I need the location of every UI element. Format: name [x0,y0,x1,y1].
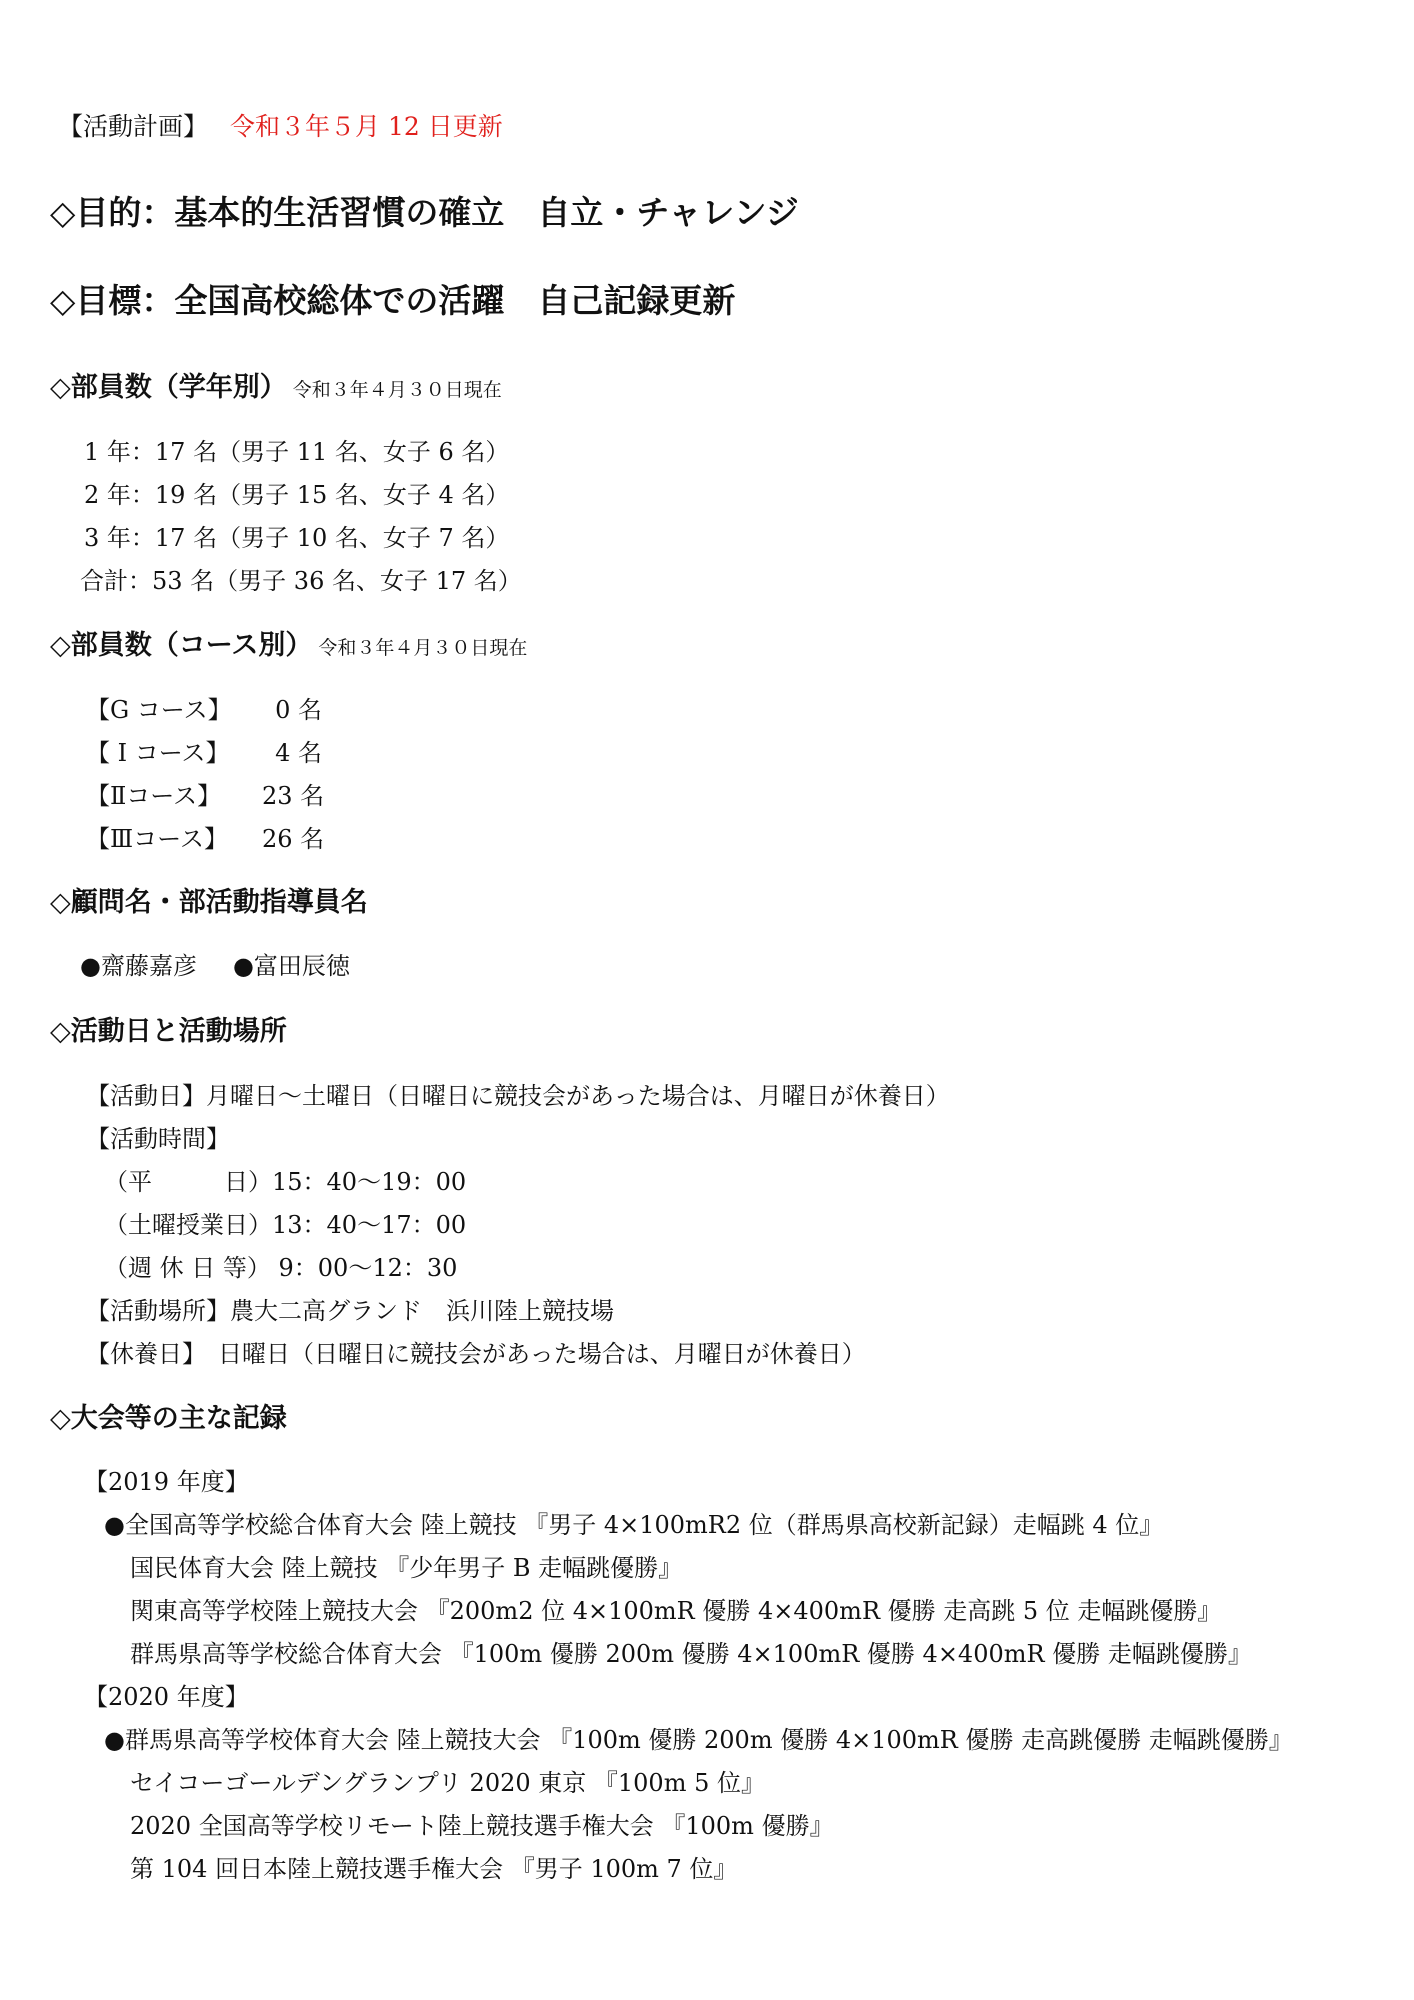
record-item: 関東高等学校陸上競技大会 『200m2 位 4×100mR 優勝 4×400mR 優勝 走高跳 5 位 走幅跳優勝』 [130,1597,1222,1625]
members-by-course-asof: 令和３年４月３０日現在 [318,637,528,659]
record-item: セイコーゴールデングランプリ 2020 東京 『100m 5 位』 [130,1769,765,1797]
course-name: 【G コース】 [86,696,232,724]
record-item: 第 104 回日本陸上競技選手権大会 『男子 100m 7 位』 [130,1855,738,1883]
course-name: 【Ⅱコース】 [86,782,222,810]
record-item: 群馬県高等学校総合体育大会 『100m 優勝 200m 優勝 4×100mR 優勝 4×400mR 優勝 走幅跳優勝』 [130,1640,1252,1668]
record-item: 2020 全国高等学校リモート陸上競技選手権大会 『100m 優勝』 [130,1812,834,1840]
activity-hours-weekday: （平 日）15：40～19：00 [104,1168,467,1196]
record-item: 国民体育大会 陸上競技 『少年男子 B 走幅跳優勝』 [130,1554,683,1582]
members-by-course-title: ◇部員数（コース別） [50,630,313,661]
updated-date: 令和３年５月 12 日更新 [230,112,503,141]
grade-row-2: 2 年：19 名（男子 15 名、女子 4 名） [84,481,510,509]
records-year: 【2019 年度】 [84,1468,249,1496]
grade-row-1: 1 年：17 名（男子 11 名、女子 6 名） [84,438,510,466]
activity-hours-saturday: （土曜授業日）13：40～17：00 [104,1211,467,1239]
record-item: ●群馬県高等学校体育大会 陸上競技大会 『100m 優勝 200m 優勝 4×100mR 優勝 走高跳優勝 走幅跳優勝』 [104,1726,1293,1754]
record-item: ●全国高等学校総合体育大会 陸上競技 『男子 4×100mR2 位（群馬県高校新記録）走幅跳 4 位』 [104,1511,1164,1539]
activity-days: 【活動日】月曜日～土曜日（日曜日に競技会があった場合は、月曜日が休養日） [86,1082,950,1110]
course-count: 26 名 [262,825,325,853]
members-by-grade-asof: 令和３年４月３０日現在 [292,379,502,401]
course-name: 【Ⅲコース】 [86,825,228,853]
members-by-course-heading [50,632,527,659]
course-row [86,782,325,810]
grade-row-total: 合計：53 名（男子 36 名、女子 17 名） [80,567,522,595]
activity-plan-header [58,114,503,139]
activity-hours-holiday: （週 休 日 等） 9：00～12：30 [104,1254,458,1282]
advisor-name: ●富田辰徳 [232,952,350,980]
activity-plan-label: 【活動計画】 [58,112,209,141]
course-row [86,825,325,853]
purpose-heading: ◇目的：基本的生活習慣の確立 自立・チャレンジ [50,193,799,232]
grade-row-3: 3 年：17 名（男子 10 名、女子 7 名） [84,524,510,552]
advisor-name: ●齋藤嘉彦 [80,952,197,980]
advisors-names [80,954,386,978]
members-by-grade-title: ◇部員数（学年別） [50,372,287,403]
members-by-grade-heading [50,374,502,401]
course-row [86,741,322,765]
activity-place: 【活動場所】農大二高グランド 浜川陸上競技場 [86,1297,614,1325]
course-name: 【 I コース】 [86,739,230,767]
course-count: 0 名 [275,696,322,724]
activity-rest-day: 【休養日】 日曜日（日曜日に競技会があった場合は、月曜日が休養日） [86,1340,866,1368]
course-count: 4 名 [275,739,322,767]
records-year: 【2020 年度】 [84,1683,249,1711]
goal-heading: ◇目標：全国高校総体での活躍 自己記録更新 [50,281,736,320]
activity-heading: ◇活動日と活動場所 [50,1016,287,1047]
activity-hours-label: 【活動時間】 [86,1125,230,1153]
advisors-heading: ◇顧問名・部活動指導員名 [50,887,368,918]
records-heading: ◇大会等の主な記録 [50,1403,287,1434]
course-row [86,698,322,722]
course-count: 23 名 [262,782,325,810]
